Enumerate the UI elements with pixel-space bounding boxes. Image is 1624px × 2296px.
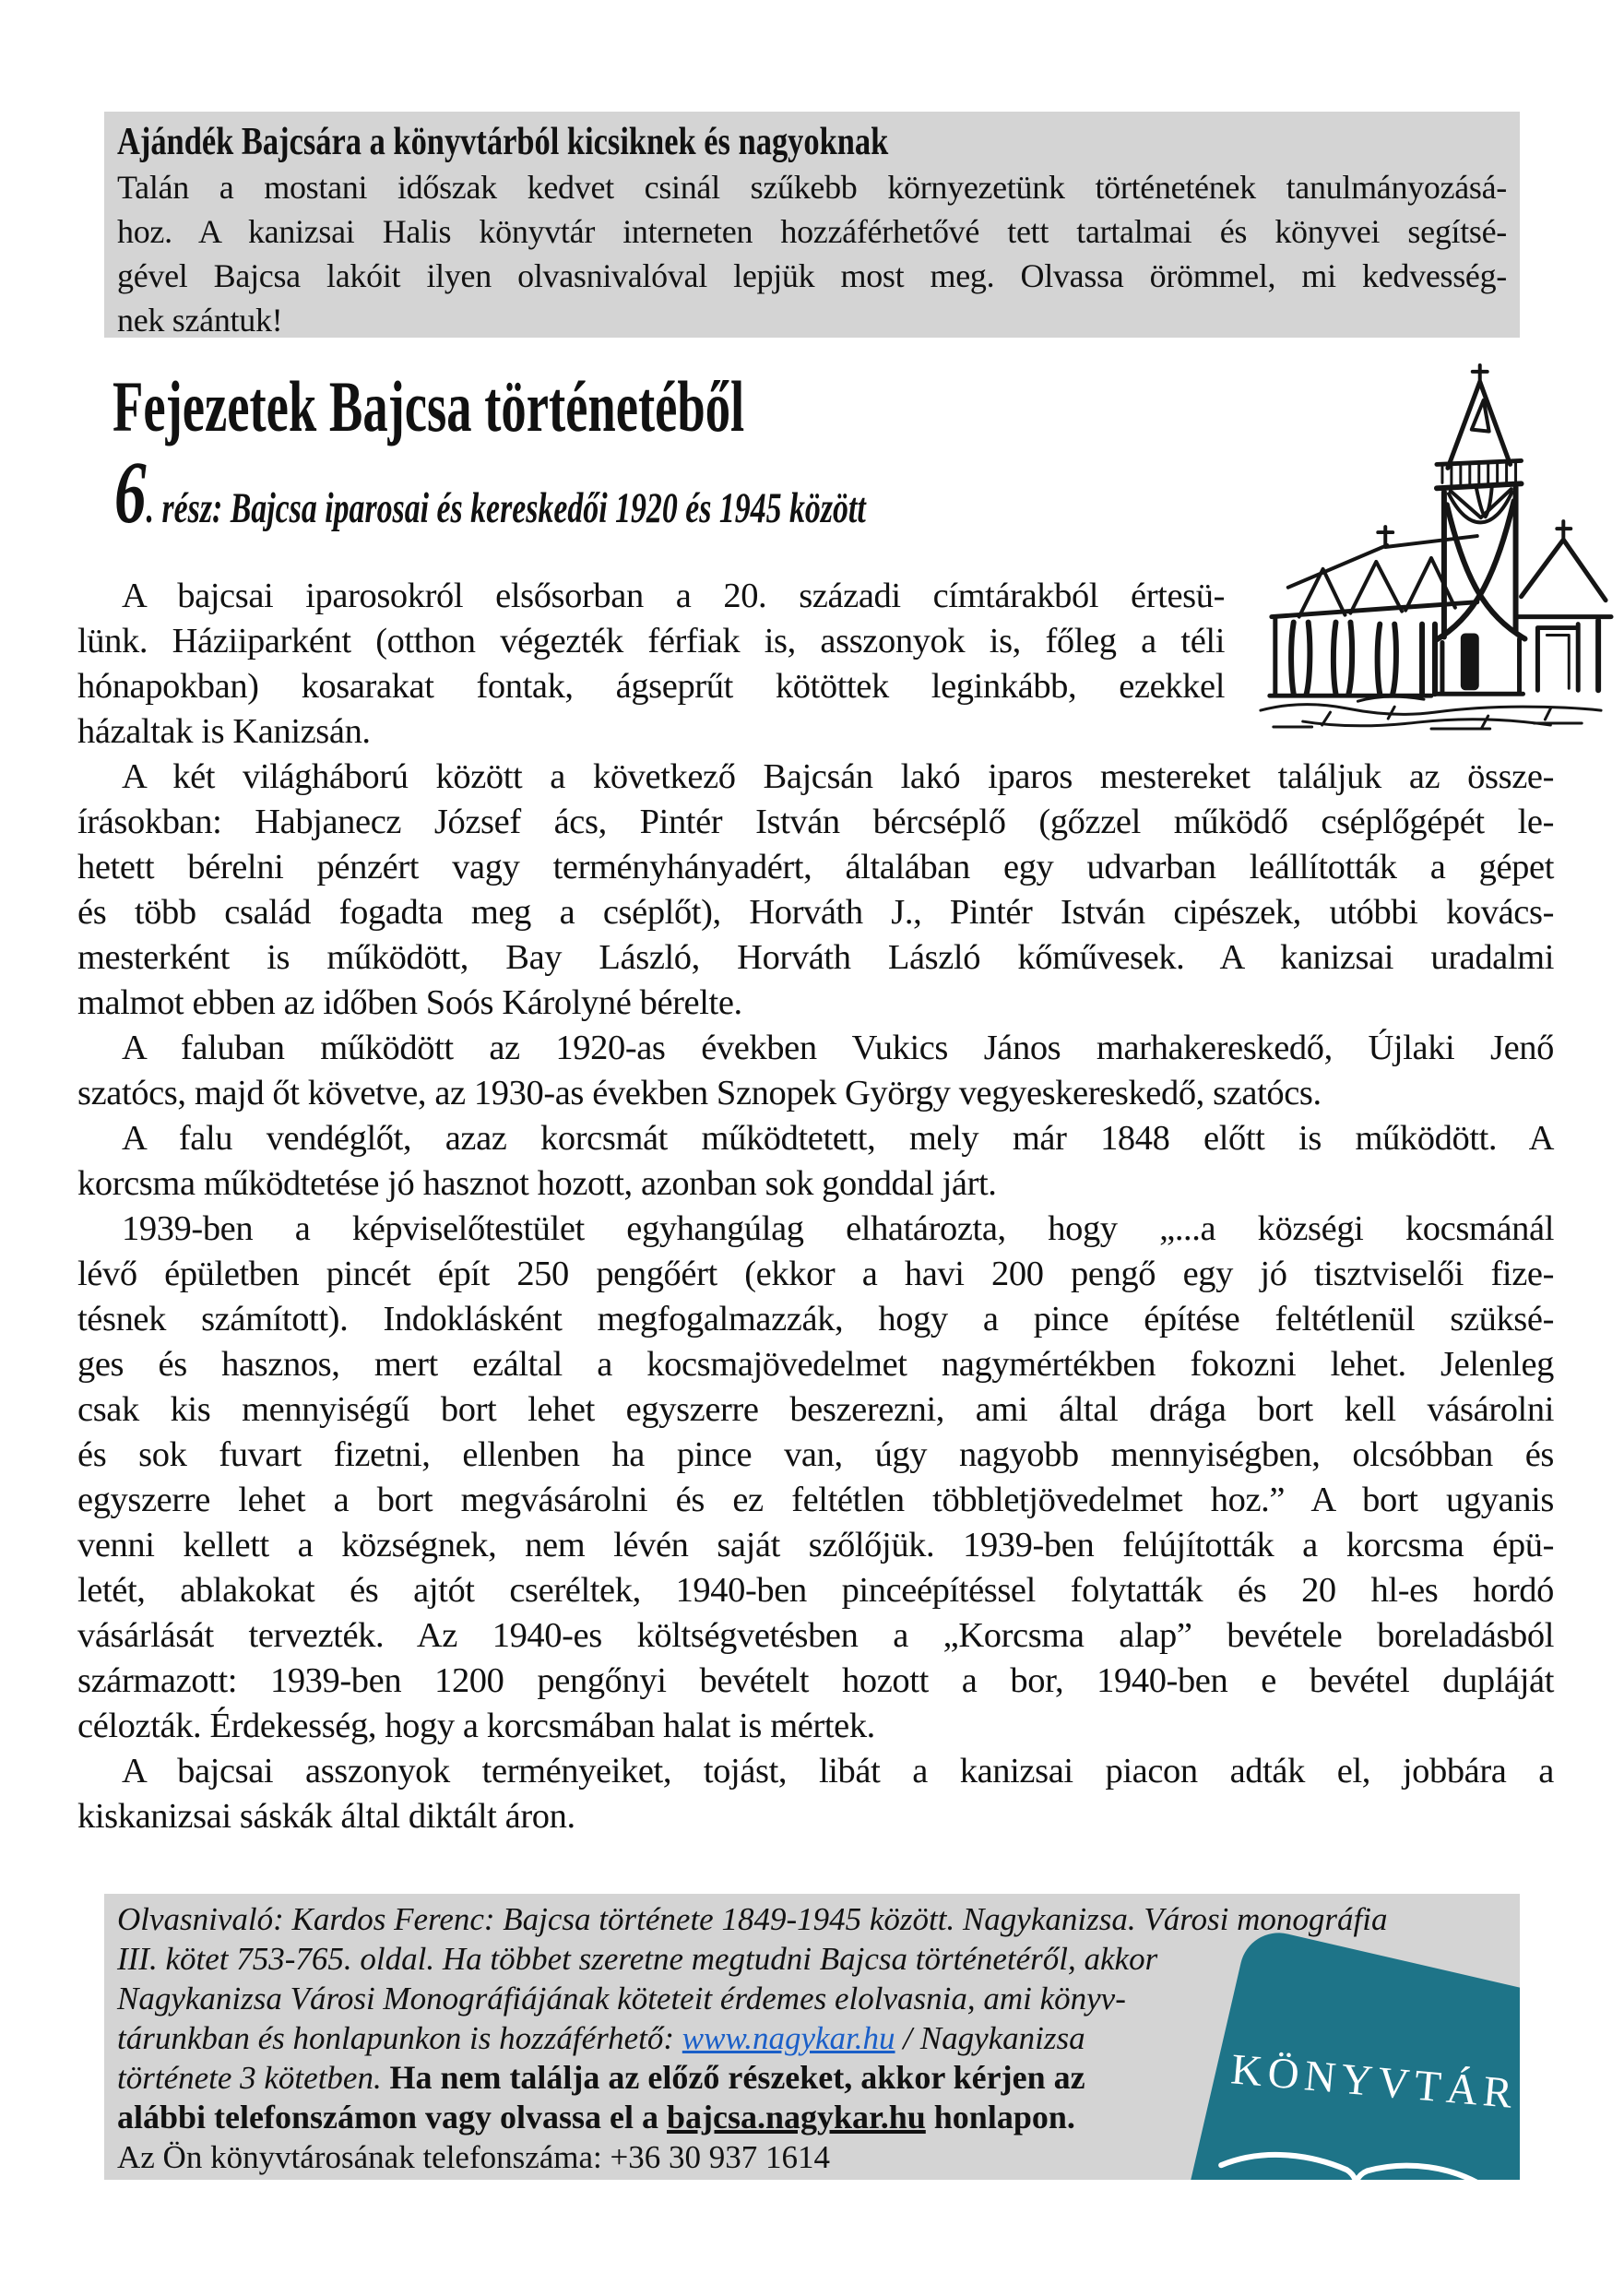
body-line: venni kellett a községnek, nem lévén saját szőlőjük. 1939-ben felújították a korcsma épü-: [77, 1526, 1554, 1564]
body-line: tésnek számított). Indoklásként megfogalmazzák, hogy a pince építése feltétlenül szüksé-: [77, 1300, 1554, 1338]
body-line: 1939-ben a képviselőtestület egyhangúlag elhatározta, hogy „...a községi kocsmánál: [122, 1209, 1554, 1248]
body-line: A falu vendéglőt, azaz korcsmát működtetett, mely már 1848 előtt is működött. A: [122, 1119, 1554, 1158]
article-body: [77, 574, 1554, 1839]
footer-line: tárunkban és honlapunkon is hozzáférhető: www.nagykar.hu / Nagykanizsa: [117, 2020, 1085, 2056]
footer-line: története 3 kötetben. Ha nem találja az előző részeket, akkor kérjen az: [117, 2059, 1085, 2096]
body-line: A faluban működött az 1920-as években Vukics János marhakereskedő, Újlaki Jenő: [122, 1029, 1554, 1067]
body-line: származott: 1939-ben 1200 pengőnyi bevételt hozott a bor, 1940-ben e bevétel dupláját: [77, 1661, 1554, 1700]
page-title: Fejezetek Bajcsa történetéből: [113, 366, 745, 446]
body-line: vásárlását tervezték. Az 1940-es költségvetésben a „Korcsma alap” bevétele boreladásból: [77, 1616, 1554, 1655]
paragraph: [77, 1749, 1554, 1839]
paragraph: [77, 1207, 1554, 1749]
announcement-line: nek szántuk!: [117, 302, 283, 338]
part-label: . rész: Bajcsa iparosai és kereskedői 1920 és 1945 között: [146, 484, 866, 532]
body-line: hónapokban) kosarakat fontak, ágseprűt kötöttek leginkább, ezekkel: [77, 667, 1225, 706]
body-line: célozták. Érdekesség, hogy a korcsmában halat is mértek.: [77, 1707, 875, 1745]
footer-line: alábbi telefonszámon vagy olvassa el a bajcsa.nagykar.hu honlapon.: [117, 2099, 1075, 2135]
nagykar-link[interactable]: www.nagykar.hu: [682, 2020, 895, 2056]
body-line: hetett bérelni pénzért vagy terményhányadért, általában egy udvarban leállították a gépet: [77, 848, 1554, 886]
footer-box: [104, 1894, 1520, 2180]
footer-line: [117, 1899, 1520, 1939]
announcement-title: Ajándék Bajcsára a könyvtárból kicsiknek és nagyoknak: [117, 121, 889, 163]
body-line: mesterként is működött, Bay László, Horváth László kőművesek. A kanizsai uradalmi: [77, 938, 1554, 977]
article-subtitle: [114, 443, 866, 541]
librarian-phone: Az Ön könyvtárosának telefonszáma: +36 30 937 1614: [117, 2139, 831, 2175]
paragraph: [77, 574, 1225, 755]
body-line: A két világháború között a következő Bajcsán lakó iparos mestereket találjuk az össze-: [122, 757, 1554, 796]
paragraph: [77, 1116, 1554, 1207]
reading-reference: Olvasnivaló: Kardos Ferenc: Bajcsa története 1849-1945 között. Nagykanizsa. Városi monográfia: [117, 1901, 1388, 1937]
body-line: malmot ebben az időben Soós Károlyné bérelte.: [77, 983, 742, 1022]
body-line: A bajcsai iparosokról elsősorban a 20. századi címtárakból értesü-: [122, 577, 1225, 615]
paragraph: [77, 755, 1554, 1026]
announcement-box: [104, 112, 1520, 338]
announcement-line: Talán a mostani időszak kedvet csinál szűkebb környezetünk történetének tanulmányozásá-: [117, 169, 1507, 206]
announcement-line: gével Bajcsa lakóit ilyen olvasnivalóval lepjük most meg. Olvassa örömmel, mi kedvesség-: [117, 257, 1507, 294]
body-line: lévő épületben pincét épít 250 pengőért (ekkor a havi 200 pengő egy jó tisztviselői fize-: [77, 1255, 1554, 1293]
body-line: szatócs, majd őt követve, az 1930-as években Sznopek György vegyeskereskedő, szatócs.: [77, 1074, 1322, 1112]
body-line: ges és hasznos, mert ezáltal a kocsmajövedelmet nagymértékben fokozni lehet. Jelenleg: [77, 1345, 1554, 1384]
part-number: 6: [114, 443, 147, 541]
body-line: és sok fuvart fizetni, ellenben ha pince van, úgy nagyobb mennyiségben, olcsóbban és: [77, 1435, 1554, 1474]
body-line: házaltak is Kanizsán.: [77, 712, 371, 751]
body-line: egyszerre lehet a bort megvásárolni és ez feltétlen többletjövedelmet hoz.” A bort ugyanis: [77, 1481, 1554, 1519]
announcement-line: hoz. A kanizsai Halis könyvtár interneten hozzáférhetővé tett tartalmai és könyvei segítsé-: [117, 213, 1507, 250]
body-line: A bajcsai asszonyok terményeiket, tojást, libát a kanizsai piacon adták el, jobbára a: [122, 1752, 1554, 1790]
body-line: kiskanizsai sáskák által diktált áron.: [77, 1797, 575, 1836]
footer-line: III. kötet 753-765. oldal. Ha többet szeretne megtudni Bajcsa történetéről, akkor: [117, 1941, 1158, 1977]
footer-line: Nagykanizsa Városi Monográfiájának köteteit érdemes elolvasnia, ami könyv-: [117, 1981, 1126, 2016]
body-line: lünk. Háziiparként (otthon végezték férfiak is, asszonyok is, főleg a téli: [77, 622, 1225, 660]
bajcsa-nagykar-link[interactable]: bajcsa.nagykar.hu: [667, 2099, 926, 2135]
footer-line: [117, 2137, 1520, 2177]
body-line: és több család fogadta meg a cséplőt), Horváth J., Pintér István cipészek, utóbbi kovács-: [77, 893, 1554, 932]
body-line: csak kis mennyiségű bort lehet egyszerre beszerezni, ami által drága bort kell vásárolni: [77, 1390, 1554, 1429]
library-logo-label: KÖNYVTÁR: [1228, 2045, 1520, 2119]
body-line: írásokban: Habjanecz József ács, Pintér István bércséplő (gőzzel működő cséplőgépét le-: [77, 803, 1554, 841]
body-line: letét, ablakokat és ajtót cseréltek, 1940-ben pinceépítéssel folytatták és 20 hl-es hordó: [77, 1571, 1554, 1610]
body-line: korcsma működtetése jó hasznot hozott, azonban sok gonddal járt.: [77, 1164, 997, 1203]
paragraph: [77, 1026, 1554, 1116]
